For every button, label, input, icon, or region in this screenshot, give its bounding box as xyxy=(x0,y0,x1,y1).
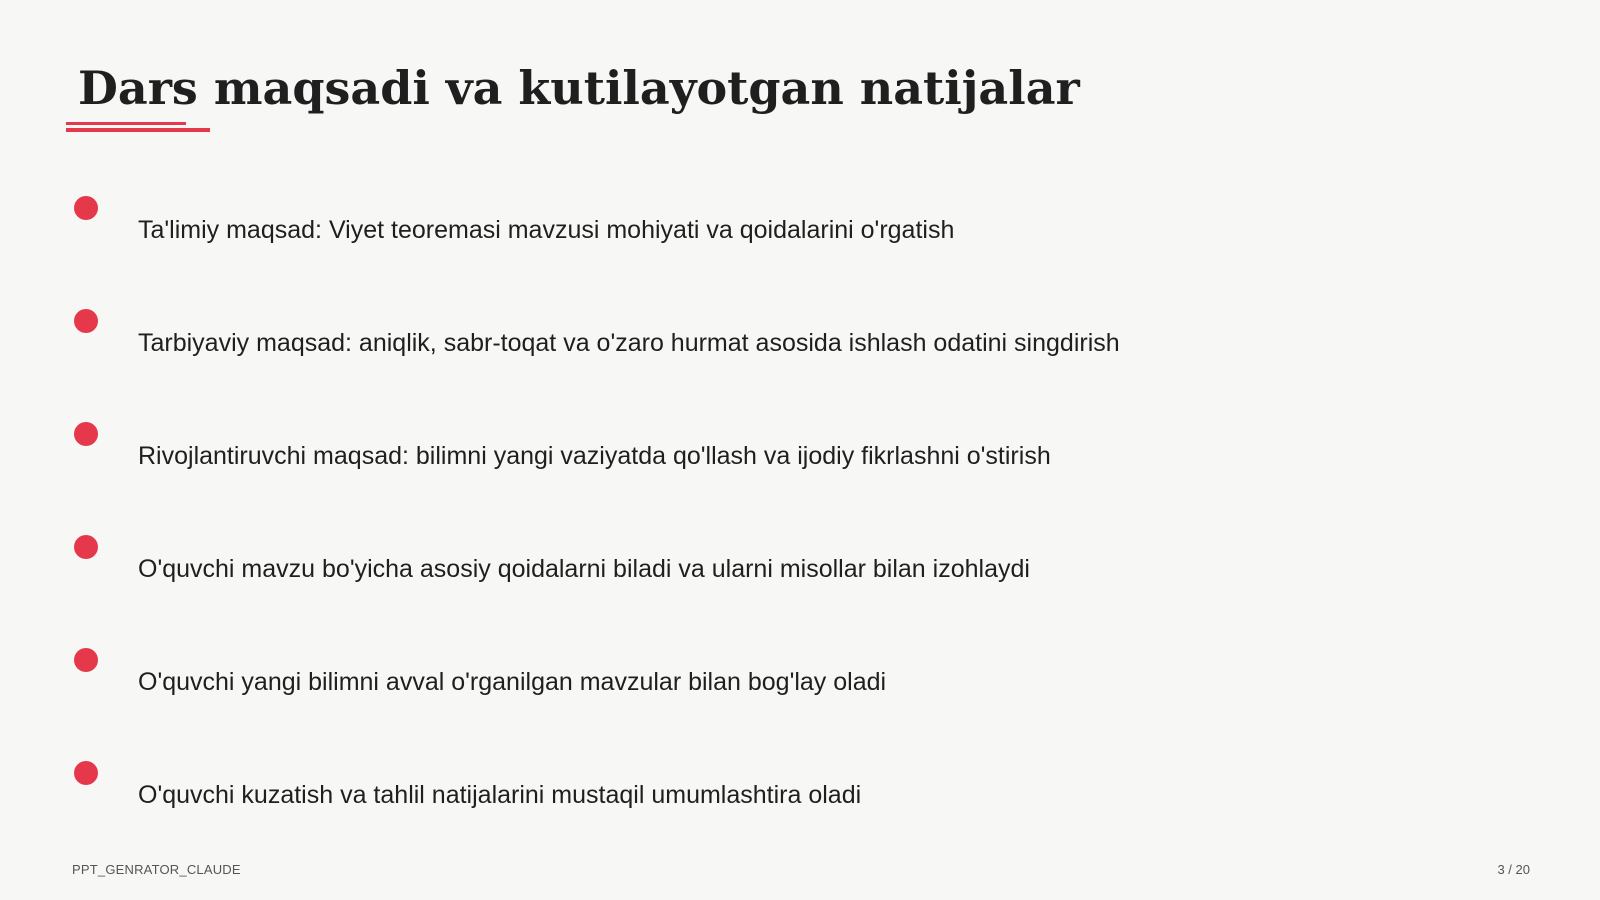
list-item xyxy=(0,535,1600,615)
bullet-dot-icon xyxy=(74,648,98,672)
bullet-dot-icon xyxy=(74,535,98,559)
bullet-dot-icon xyxy=(74,196,98,220)
list-item xyxy=(0,309,1600,389)
page-indicator: 3 / 20 xyxy=(1497,862,1530,877)
list-item xyxy=(0,422,1600,502)
bullet-dot-icon xyxy=(74,422,98,446)
list-item xyxy=(0,196,1600,276)
bullet-text: Tarbiyaviy maqsad: aniqlik, sabr-toqat va o'zaro hurmat asosida ishlash odatini singdirish xyxy=(138,329,1120,357)
list-item xyxy=(0,648,1600,728)
bullet-text: O'quvchi yangi bilimni avval o'rganilgan mavzular bilan bog'lay oladi xyxy=(138,668,887,696)
bullet-text: Ta'limiy maqsad: Viyet teoremasi mavzusi mohiyati va qoidalarini o'rgatish xyxy=(138,216,955,244)
slide-title: Dars maqsadi va kutilayotgan natijalar xyxy=(78,61,1080,115)
bullet-text: O'quvchi mavzu bo'yicha asosiy qoidalarni biladi va ularni misollar bilan izohlaydi xyxy=(138,555,1030,583)
bullet-text: Rivojlantiruvchi maqsad: bilimni yangi vaziyatda qo'llash va ijodiy fikrlashni o'stirish xyxy=(138,442,1051,470)
bullet-dot-icon xyxy=(74,309,98,333)
footer-source-label: PPT_GENRATOR_CLAUDE xyxy=(72,862,241,877)
bullet-dot-icon xyxy=(74,761,98,785)
list-item xyxy=(0,761,1600,841)
bullet-text: O'quvchi kuzatish va tahlil natijalarini mustaqil umumlashtira oladi xyxy=(138,781,862,809)
